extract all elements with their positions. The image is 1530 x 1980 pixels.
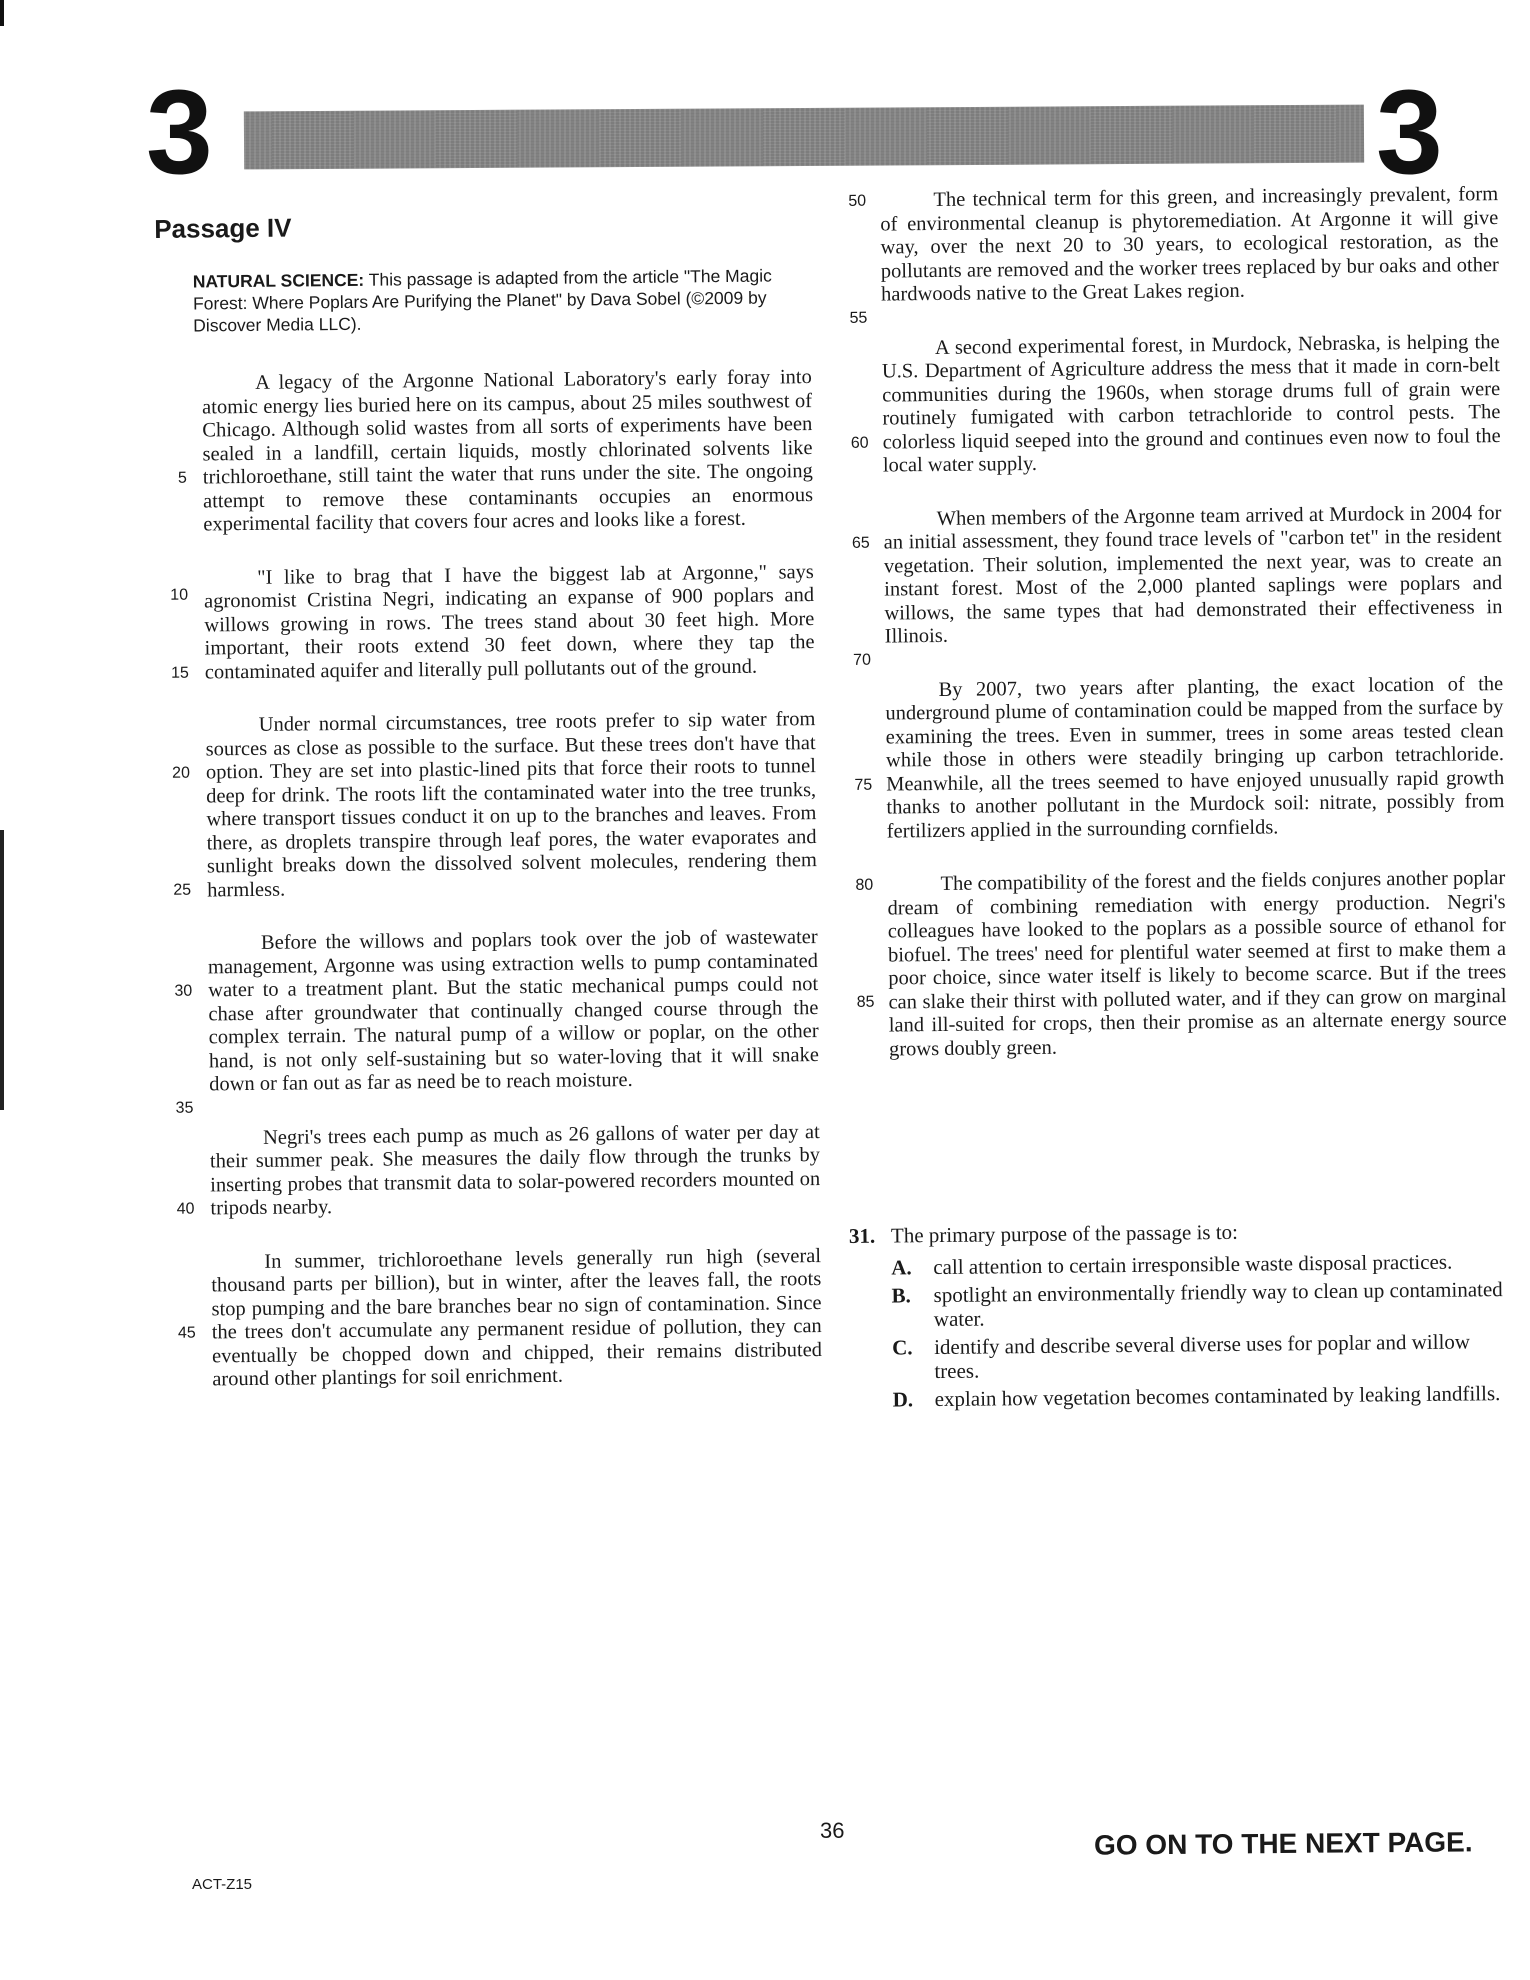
- paragraph-text: Before the willows and poplars took over the job of wastewater management, Argonne was using extraction wells to pump contaminated water to a treatment plant. But the static mechanical pumps could not chase after groundwater that continually changed course through the complex terrain. The natural pump of a willow or poplar, on the other hand, is not only self-sustaining but so water-loving that it will snake down or fan out as far as need be to reach moisture.: [207, 926, 820, 1096]
- line-number: 5: [177, 469, 187, 487]
- scan-edge-mark: [0, 830, 4, 1110]
- passage-paragraph: [850, 330, 1501, 478]
- answer-option-c[interactable]: [892, 1329, 1510, 1383]
- option-text: identify and describe several diverse uses for poplar and willow trees.: [933, 1329, 1471, 1384]
- option-text: explain how vegetation becomes contaminated by leaking landfills.: [934, 1381, 1501, 1412]
- option-text: spotlight an environmentally friendly way to clean up contaminated water.: [933, 1277, 1503, 1332]
- line-number: 50: [848, 192, 867, 210]
- paragraph-text: Negri's trees each pump as much as 26 gallons of water per day at their summer peak. She measures the daily flow through the trunks by inserting probes that transmit data to solar-powered recorders mounted on tripods nearby.: [209, 1120, 821, 1220]
- line-number: 85: [856, 993, 875, 1011]
- passage-source: [193, 264, 792, 336]
- line-number: 45: [177, 1324, 196, 1342]
- line-number: 70: [853, 651, 872, 669]
- page-number: 36: [820, 1818, 845, 1843]
- line-number: 75: [854, 776, 873, 794]
- passage-paragraph: [174, 926, 820, 1117]
- source-text: This passage is adapted from the article "The Magic Forest: Where Poplars Are Purifying the Planet" by Dava Sobel (©2009 by Discover Media LLC).: [192, 265, 772, 336]
- passage-paragraph: [170, 366, 814, 604]
- passage-paragraph: [172, 708, 817, 902]
- answer-option-b[interactable]: [891, 1277, 1509, 1331]
- form-code: ACT-Z15: [192, 1876, 253, 1893]
- source-label: NATURAL SCIENCE:: [192, 269, 365, 292]
- line-number: 55: [849, 309, 868, 327]
- line-number: 60: [850, 434, 869, 452]
- line-number: 65: [851, 534, 870, 552]
- passage-paragraph: [177, 1244, 823, 1392]
- passage-paragraph: [854, 672, 1505, 844]
- paragraph-text: The compatibility of the forest and the fields conjures another poplar dream of combining remediation with energy production. Negri's colleagues have looked to the poplars as a possible source of ethanol for biofuel. The trees' need for plentiful water seemed at first to make them a poor choice, since water itself is likely to become scarce. But if the trees can slake their thirst with polluted water, and if they can grow on marginal land ill-suited for crops, then their promise as an alternate energy source grows doubly green.: [887, 867, 1507, 1061]
- paragraph-text: The technical term for this green, and increasingly prevalent, form of environmental cleanup is phytoremediation. At Argonne it will give way, over the next 20 to 30 years, to ecological restoration, as the pollutants are removed and the worker trees replaced by bur oaks and other hardwoods native to the Great Lakes region.: [880, 183, 1499, 306]
- option-letter: B.: [891, 1283, 911, 1308]
- paragraph-text: A legacy of the Argonne National Laboratory's early foray into atomic energy lies buried here on its campus, about 25 miles southwest of Chicago. Although solid wastes from all sorts of experiments have been sealed in a landfill, certain liquids, mostly chlorinated solvents like trichloroethane, still taint the water that runs under the site. The ongoing attempt to remove these contaminants occupies an enormous experimental facility that covers four acres and looks like a forest.: [201, 366, 814, 536]
- option-letter: D.: [892, 1387, 914, 1412]
- line-number: 35: [175, 1099, 194, 1117]
- option-letter: C.: [891, 1335, 913, 1360]
- paragraph-text: When members of the Argonne team arrived at Murdock in 2004 for an initial assessment, they found trace levels of "carbon tet" in the resident vegetation. Their solution, implemented the next year, was to create an instant forest. Most of the 2,000 planted saplings were poplars and willows, the same types that had demonstrated their effectiveness in Illinois.: [883, 501, 1503, 648]
- line-number: 80: [855, 876, 874, 894]
- passage-paragraph: [851, 501, 1503, 669]
- line-number: 40: [176, 1200, 195, 1218]
- passage-paragraph: [848, 183, 1499, 327]
- line-number: 30: [174, 982, 193, 1000]
- line-number: 20: [172, 764, 191, 782]
- paragraph-text: "I like to brag that I have the biggest lab at Argonne," says agronomist Cristina Negri, indicating an expanse of 900 poplars and willows growing in rows. The trees stand about 30 feet high. More important, their roots extend 30 feet down, where they tap the contaminated aquifer and literally pull pollutants out of the ground.: [204, 560, 815, 683]
- passage-title: Passage IV: [154, 212, 292, 244]
- line-number: 15: [170, 664, 189, 682]
- answer-option-a[interactable]: [891, 1249, 1509, 1279]
- question-31: [849, 1217, 1511, 1412]
- question-number: 31.: [848, 1223, 876, 1248]
- option-text: call attention to certain irresponsible waste disposal practices.: [933, 1249, 1453, 1280]
- passage-right-column: [838, 183, 1511, 1416]
- option-letter: A.: [891, 1255, 912, 1280]
- answer-options: [891, 1249, 1511, 1411]
- question-text: The primary purpose of the passage is to:: [890, 1219, 1239, 1248]
- line-number: 25: [173, 881, 192, 899]
- paragraph-text: A second experimental forest, in Murdock, Nebraska, is helping the U.S. Department of Agriculture address the mess that it made in corn-belt communities during the 1960s, when storage drums full of grain were routinely fumigated with carbon tetrachloride to control pests. The colorless liquid seeped into the ground and continues even now to foul the local water supply.: [881, 330, 1501, 477]
- passage-paragraph: [855, 867, 1507, 1061]
- next-page-instruction: GO ON TO THE NEXT PAGE.: [1093, 1826, 1473, 1861]
- section-header-bar: [244, 105, 1364, 170]
- paragraph-text: Under normal circumstances, tree roots prefer to sip water from sources as close as possible to the surface. But these trees don't have that option. They are set into plastic-lined pits that force their roots to tunnel deep for drink. The roots lift the contaminated water into the tree trunks, where transport tissues conduct it on up to the branches and leaves. From there, as droplets transpire through leaf pores, the water evaporates and sunlight breaks down the dissolved solvent molecules, rendering them harmless.: [205, 708, 817, 901]
- paragraph-text: In summer, trichloroethane levels generally run high (several thousand parts per billion), but in winter, after the leaves fall, the roots stop pumping and the bare branches bear no sign of contamination. Since the trees don't accumulate any permanent residue of pollution, they can eventually be chopped down and chipped, their remains distributed around other plantings for soil enrichment.: [211, 1244, 823, 1391]
- answer-option-d[interactable]: [893, 1381, 1511, 1411]
- section-number-right: 3: [1376, 65, 1443, 199]
- paragraph-text: By 2007, two years after planting, the exact location of the underground plume of contamination could be mapped from the surface by examining the trees. Even in summer, trees in some areas tested clean while those in others were steadily bringing up carbon tetrachloride. Meanwhile, all the trees seemed to have enjoyed unusually rapid growth thanks to another pollutant in the Murdock soil: nitrate, possibly from fertilizers applied in the surrounding cornfields.: [885, 672, 1505, 843]
- scan-edge-mark: [0, 0, 4, 26]
- question-stem: [849, 1217, 1509, 1248]
- line-number: 10: [170, 586, 189, 604]
- section-number-left: 3: [146, 65, 213, 199]
- passage-paragraph: [176, 1120, 821, 1221]
- passage-left-column: [150, 201, 823, 1422]
